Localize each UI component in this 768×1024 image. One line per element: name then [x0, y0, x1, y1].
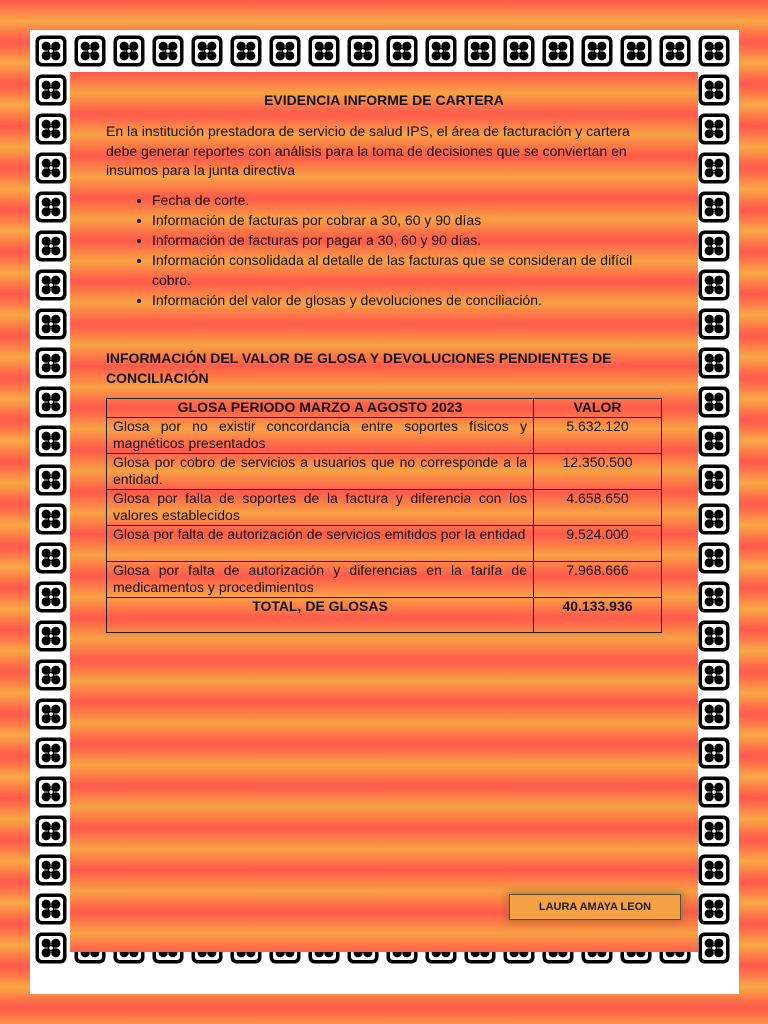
table-cell-concept: Glosa por falta de autorización y diferencias en la tarifa de medicamentos y procedimientos	[107, 561, 534, 597]
quatrefoil-flower-icon	[268, 34, 302, 68]
total-label: TOTAL, DE GLOSAS	[107, 597, 534, 632]
quatrefoil-flower-icon	[697, 112, 731, 146]
quatrefoil-flower-icon	[34, 229, 68, 263]
quatrefoil-flower-icon	[34, 73, 68, 107]
section-heading: INFORMACIÓN DEL VALOR DE GLOSA Y DEVOLUCIONES PENDIENTES DE CONCILIACIÓN	[106, 350, 612, 386]
table-row	[107, 417, 662, 453]
table-row	[107, 453, 662, 489]
quatrefoil-flower-icon	[34, 463, 68, 497]
quatrefoil-flower-icon	[697, 229, 731, 263]
quatrefoil-flower-icon	[697, 346, 731, 380]
list-item: • Información de facturas por pagar a 30, 60 y 90 días.	[152, 230, 646, 250]
list-item: • Información del valor de glosas y devoluciones de conciliación.	[152, 290, 646, 310]
quatrefoil-flower-icon	[151, 34, 185, 68]
quatrefoil-flower-icon	[34, 190, 68, 224]
list-item: • Información consolidada al detalle de las facturas que se consideran de difícil cobro.	[152, 250, 646, 290]
quatrefoil-flower-icon	[34, 268, 68, 302]
table-row	[107, 561, 662, 597]
quatrefoil-flower-icon	[697, 307, 731, 341]
intro-paragraph: En la institución prestadora de servicio de salud IPS, el área de facturación y cartera debe generar reportes con análisis para la toma de decisiones que se conviertan en insumos para la junta directiva	[106, 123, 630, 178]
quatrefoil-flower-icon	[697, 541, 731, 575]
quatrefoil-flower-icon	[34, 346, 68, 380]
quatrefoil-flower-icon	[697, 658, 731, 692]
quatrefoil-flower-icon	[34, 892, 68, 926]
quatrefoil-flower-icon	[463, 34, 497, 68]
quatrefoil-flower-icon	[697, 853, 731, 887]
quatrefoil-flower-icon	[580, 34, 614, 68]
quatrefoil-flower-icon	[34, 385, 68, 419]
table-cell-value: 4.658.650	[534, 489, 662, 525]
quatrefoil-flower-icon	[697, 268, 731, 302]
quatrefoil-flower-icon	[307, 34, 341, 68]
quatrefoil-flower-icon	[34, 697, 68, 731]
table-row	[107, 489, 662, 525]
document-title: EVIDENCIA INFORME DE CARTERA	[264, 92, 504, 108]
list-item: • Fecha de corte.	[152, 190, 646, 210]
quatrefoil-flower-icon	[34, 307, 68, 341]
quatrefoil-flower-icon	[346, 34, 380, 68]
table-header-row	[107, 399, 662, 418]
requirements-list	[106, 190, 646, 310]
quatrefoil-flower-icon	[697, 73, 731, 107]
quatrefoil-flower-icon	[697, 502, 731, 536]
column-header-value: VALOR	[534, 399, 662, 418]
quatrefoil-flower-icon	[190, 34, 224, 68]
quatrefoil-flower-icon	[697, 814, 731, 848]
quatrefoil-flower-icon	[697, 151, 731, 185]
quatrefoil-flower-icon	[73, 34, 107, 68]
quatrefoil-flower-icon	[424, 34, 458, 68]
quatrefoil-flower-icon	[34, 853, 68, 887]
quatrefoil-flower-icon	[697, 580, 731, 614]
quatrefoil-flower-icon	[34, 34, 68, 68]
author-signature-box: LAURA AMAYA LEON	[509, 894, 681, 920]
quatrefoil-flower-icon	[541, 34, 575, 68]
quatrefoil-flower-icon	[34, 658, 68, 692]
quatrefoil-flower-icon	[34, 931, 68, 965]
column-header-concept: GLOSA PERIODO MARZO A AGOSTO 2023	[107, 399, 534, 418]
table-cell-concept: Glosa por falta de soportes de la factura y diferencia con los valores establecidos	[107, 489, 534, 525]
quatrefoil-flower-icon	[658, 34, 692, 68]
total-value: 40.133.936	[534, 597, 662, 632]
table-cell-value: 7.968.666	[534, 561, 662, 597]
quatrefoil-flower-icon	[697, 775, 731, 809]
quatrefoil-flower-icon	[697, 697, 731, 731]
table-cell-value: 5.632.120	[534, 417, 662, 453]
quatrefoil-flower-icon	[697, 619, 731, 653]
quatrefoil-flower-icon	[697, 736, 731, 770]
quatrefoil-flower-icon	[34, 619, 68, 653]
quatrefoil-flower-icon	[229, 34, 263, 68]
quatrefoil-flower-icon	[385, 34, 419, 68]
quatrefoil-flower-icon	[697, 190, 731, 224]
quatrefoil-flower-icon	[34, 580, 68, 614]
quatrefoil-flower-icon	[619, 34, 653, 68]
quatrefoil-flower-icon	[34, 112, 68, 146]
quatrefoil-flower-icon	[34, 775, 68, 809]
quatrefoil-flower-icon	[34, 502, 68, 536]
quatrefoil-flower-icon	[697, 385, 731, 419]
quatrefoil-flower-icon	[34, 736, 68, 770]
quatrefoil-flower-icon	[697, 424, 731, 458]
table-cell-concept: Glosa por falta de autorización de servicios emitidos por la entidad	[107, 525, 534, 561]
quatrefoil-flower-icon	[34, 151, 68, 185]
quatrefoil-flower-icon	[697, 892, 731, 926]
quatrefoil-flower-icon	[112, 34, 146, 68]
table-total-row	[107, 597, 662, 632]
table-cell-value: 12.350.500	[534, 453, 662, 489]
list-item: • Información de facturas por cobrar a 30, 60 y 90 días	[152, 210, 646, 230]
quatrefoil-flower-icon	[34, 541, 68, 575]
quatrefoil-flower-icon	[697, 931, 731, 965]
document-body	[70, 72, 698, 952]
table-cell-value: 9.524.000	[534, 525, 662, 561]
quatrefoil-flower-icon	[34, 814, 68, 848]
quatrefoil-flower-icon	[502, 34, 536, 68]
table-cell-concept: Glosa por no existir concordancia entre soportes físicos y magnéticos presentados	[107, 417, 534, 453]
table-cell-concept: Glosa por cobro de servicios a usuarios que no corresponde a la entidad.	[107, 453, 534, 489]
glosa-table	[106, 398, 662, 633]
quatrefoil-flower-icon	[697, 463, 731, 497]
quatrefoil-flower-icon	[34, 424, 68, 458]
table-row	[107, 525, 662, 561]
quatrefoil-flower-icon	[697, 34, 731, 68]
